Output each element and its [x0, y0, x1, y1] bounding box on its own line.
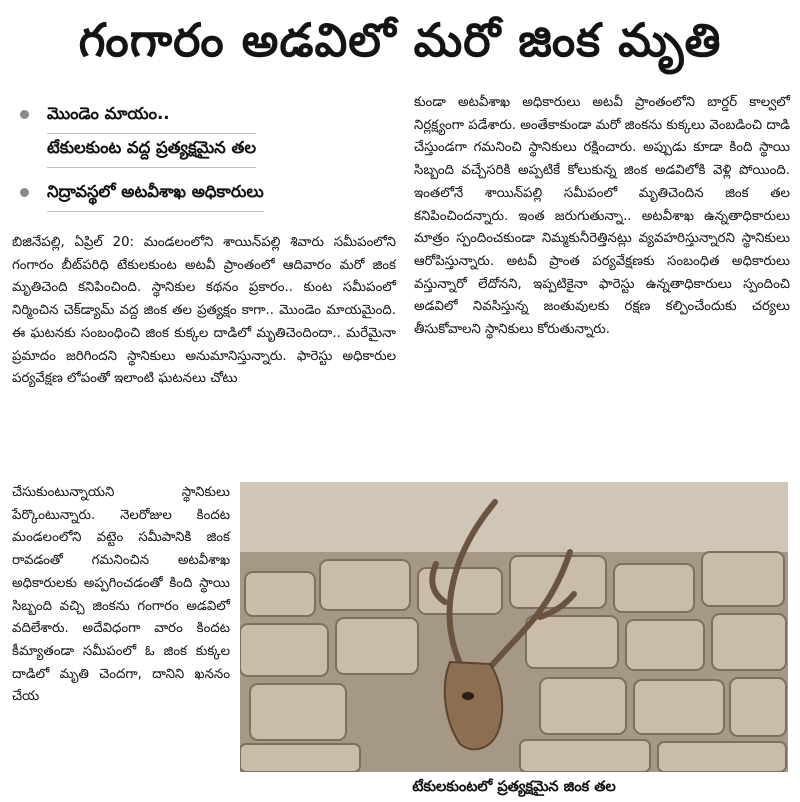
subhead-2 [14, 178, 398, 212]
photo-caption: టేకులకుంటలో ప్రత్యక్షమైన జింక తల [412, 779, 616, 795]
subhead-line: నిద్రావస్థలో అటవీశాఖ అధికారులు [47, 178, 264, 212]
deer-head-photo [240, 482, 788, 772]
bullet-dot-icon [20, 188, 29, 197]
subhead-line: టేకులకుంట వద్ద ప్రత్యక్షమైన తల [47, 134, 256, 168]
article-column-right [414, 92, 790, 342]
article-column-left [12, 232, 396, 391]
subhead-1 [14, 100, 398, 168]
headline: గంగారం అడవిలో మరో జింక మృతి [78, 13, 722, 67]
article-column-left-continued [12, 482, 230, 709]
subheads [14, 100, 398, 212]
deer-head-illustration [240, 482, 788, 772]
subhead-line: మొండెం మాయం.. [47, 100, 256, 134]
article-text-left-continued: చేసుకుంటున్నాయని స్థానికులు పేర్కొంటున్నారు. నెలరోజుల కిందట మండలంలోని వట్టెం సమీపానికి జింక రావడంతో గమనించిన అటవీశాఖ అధికారులకు అప్పగించడంతో కింది స్థాయి సిబ్బంది వచ్చి జింకను గంగారం అడవిలో వదిలేశారు. అదేవిధంగా వారం కిందట కీమ్యాతండా సమీపంలో ఓ జింక కుక్కల దాడిలో మృతి చెందగా, దానిని ఖననం చేయ [12, 485, 230, 705]
bullet-dot-icon [20, 110, 29, 119]
article-text-right: కుండా అటవీశాఖ అధికారులు అటవీ ప్రాంతంలోని బార్డర్‌ కాల్వలో నిర్లక్ష్యంగా పడేశారు. అంతేకాకుండా మరో జింకను కుక్కలు వెంబడించి దాడి చేస్తుండగా గమనించి స్థానికులు రక్షించారు. అప్పుడు కూడా కింది స్థాయి సిబ్బంది వచ్చేసరికి అప్పటికే కోలుకున్న జింక అడవిలోకి వెళ్లి పోయింది. ఇంతలోనే శాయిన్‌పల్లి సమీపంలో మృతిచెందిన జింక తల కనిపించిందన్నారు. ఇంత జరుగుతున్నా.. అటవీశాఖ ఉన్నతాధికారులు మాత్రం స్పందించకుండా నిమ్మకునీరెత్తినట్లు వ్యవహరిస్తున్నారని స్థానికులు ఆరోపిస్తున్నారు. అటవీ ప్రాంత పర్యవేక్షణకు సంబంధిత అధికారులు వస్తున్నారో లేదోనని, ఇప్పటికైనా ఫారెస్టు ఉన్నతాధికారులు స్పందించి అడవిలో నివసిస్తున్న జంతువులకు రక్షణ కల్పించేందుకు చర్యలు తీసుకోవాలని స్థానికులు కోరుతున్నారు. [414, 95, 790, 338]
article-text-left: బిజినేపల్లి, ఏప్రిల్‌ 20: మండలంలోని శాయిన్‌పల్లి శివారు సమీపంలోని గంగారం బీట్‌పరిధి టేకులకుంట అటవీ ప్రాంతంలో ఆదివారం మరో జింక మృతిచెంది కనిపించింది. స్థానికుల కథనం ప్రకారం.. కుంట సమీపంలో నిర్మించిన చెక్‌డ్యామ్‌ వద్ద జింక తల ప్రత్యక్షం కాగా.. మొండెం మాయమైంది. ఈ ఘటనకు సంబంధించి జింక కుక్కల దాడిలో మృతిచెందిందా.. మరేమైనా ప్రమాదం జరిగిందని స్థానికులు అనుమానిస్తున్నారు. ఫారెస్టు అధికారుల పర్యవేక్షణ లోపంతో ఇలాంటి ఘటనలు చోటు [12, 235, 396, 387]
